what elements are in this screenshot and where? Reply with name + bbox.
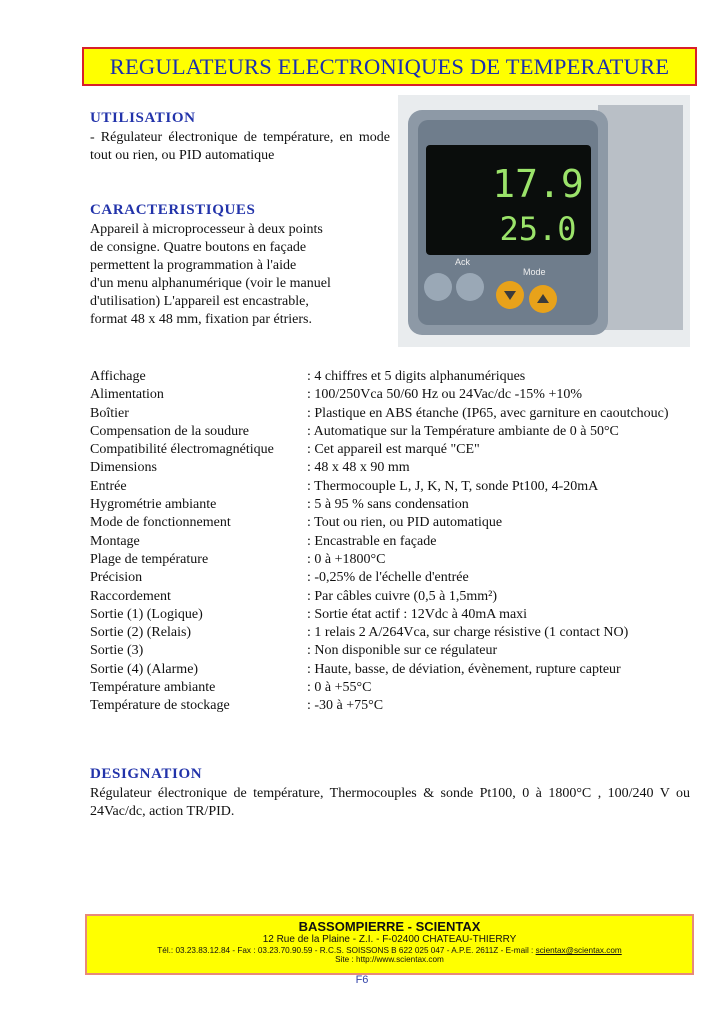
spec-label: Dimensions [90,460,157,476]
spec-row [90,441,690,459]
spec-row [90,661,690,679]
spec-label: Sortie (1) (Logique) [90,606,203,622]
spec-row [90,478,690,496]
ack-label: Ack [455,257,471,267]
spec-value: : Sortie état actif : 12Vdc à 40mA maxi [307,606,528,622]
mode-label: Mode [523,267,546,277]
spec-value: : 0 à +55°C [307,680,372,696]
spec-row [90,496,690,514]
spec-label: Plage de température [90,551,209,567]
company-name: BASSOMPIERRE - SCIENTAX [298,919,481,934]
contact-text: Tél.: 03.23.83.12.84 - Fax : 03.23.70.90.59 - R.C.S. SOISSONS B 622 025 047 - A.P.E. 2611Z - E-mail : [157,946,536,955]
spec-row [90,551,690,569]
spec-value: : Par câbles cuivre (0,5 à 1,5mm²) [307,588,498,604]
spec-row [90,459,690,477]
spec-value: : 1 relais 2 A/264Vca, sur charge résistive (1 contact NO) [307,625,629,641]
spec-label: Entrée [90,478,127,494]
spec-label: Montage [90,533,140,549]
spec-label: Sortie (3) [90,643,144,659]
spec-value: : Plastique en ABS étanche (IP65, avec garniture en caoutchouc) [307,405,669,421]
text-line: d'utilisation) L'appareil est encastrable, [90,294,309,309]
spec-row [90,405,690,423]
text-line: d'un menu alphanumérique (voir le manuel [90,276,331,291]
spec-label: Hygrométrie ambiante [90,497,217,513]
spec-value: : 5 à 95 % sans condensation [307,497,469,513]
page-button [424,273,452,301]
spec-label: Boîtier [90,405,129,421]
spec-label: Affichage [90,369,146,384]
spec-value: : Automatique sur la Température ambiante de 0 à 50°C [307,423,619,439]
spec-label: Température de stockage [90,698,230,714]
spec-row [90,423,690,441]
spec-label: Raccordement [90,588,171,604]
website-link[interactable]: Site : http://www.scientax.com [335,955,444,964]
specifications-table [90,368,690,716]
spec-value: : -0,25% de l'échelle d'entrée [307,570,469,586]
spec-value: : 4 chiffres et 5 digits alphanumériques [307,369,526,384]
spec-row [90,514,690,532]
spec-value: : -30 à +75°C [307,698,384,714]
spec-value: : 0 à +1800°C [307,551,386,567]
spec-label: Compensation de la soudure [90,423,250,439]
spec-value: : Thermocouple L, J, K, N, T, sonde Pt100, 4-20mA [307,478,599,494]
spec-row [90,642,690,660]
spec-row [90,606,690,624]
company-address: 12 Rue de la Plaine - Z.I. - F-02400 CHATEAU-THIERRY [262,934,517,945]
spec-value: : 100/250Vca 50/60 Hz ou 24Vac/dc -15% +10% [307,387,583,403]
spec-label: Précision [90,570,143,586]
spec-row [90,569,690,587]
spec-row [90,368,690,386]
spec-row [90,386,690,404]
utilisation-heading: UTILISATION [90,110,196,126]
text-line: Appareil à microprocesseur à deux points [90,222,323,237]
spec-label: Température ambiante [90,680,216,696]
utilisation-text: - Régulateur électronique de température, en mode tout ou rien, ou PID automatique [90,130,390,163]
spec-label: Alimentation [90,387,164,403]
footer-banner [85,914,694,975]
spec-row [90,624,690,642]
display-process-value: 17.9 [492,162,584,206]
spec-label: Mode de fonctionnement [90,515,231,531]
email-link[interactable]: scientax@scientax.com [535,946,622,955]
spec-row [90,679,690,697]
title-banner [82,47,697,86]
spec-row [90,697,690,715]
text-line: format 48 x 48 mm, fixation par étriers. [90,312,312,327]
spec-value: : Cet appareil est marqué "CE" [307,442,480,458]
page-title: REGULATEURS ELECTRONIQUES DE TEMPERATURE [109,53,670,79]
spec-label: Sortie (2) (Relais) [90,625,192,641]
scroll-button [456,273,484,301]
spec-value: : Tout ou rien, ou PID automatique [307,515,503,531]
company-contact [87,946,692,955]
designation-text: Régulateur électronique de température, Thermocouples & sonde Pt100, 0 à 1800°C , 100/240 V ou 24Vac/dc, action TR/PID. [90,786,690,819]
spec-row [90,588,690,606]
temperature-controller-photo [398,95,690,347]
spec-value: : 48 x 48 x 90 mm [307,460,410,476]
spec-value: : Non disponible sur ce régulateur [307,643,498,659]
spec-label: Sortie (4) (Alarme) [90,661,199,677]
display-setpoint-value: 25.0 [499,210,577,248]
page-number: F6 [355,974,369,986]
designation-heading: DESIGNATION [90,766,203,782]
spec-row [90,533,690,551]
caracteristiques-text [90,221,400,329]
spec-value: : Encastrable en façade [307,533,437,549]
spec-label: Compatibilité électromagnétique [90,442,274,458]
text-line: permettent la programmation à l'aide [90,258,297,273]
spec-value: : Haute, basse, de déviation, évènement, rupture capteur [307,661,621,677]
caracteristiques-heading: CARACTERISTIQUES [90,202,256,218]
text-line: de consigne. Quatre boutons en façade [90,240,307,255]
